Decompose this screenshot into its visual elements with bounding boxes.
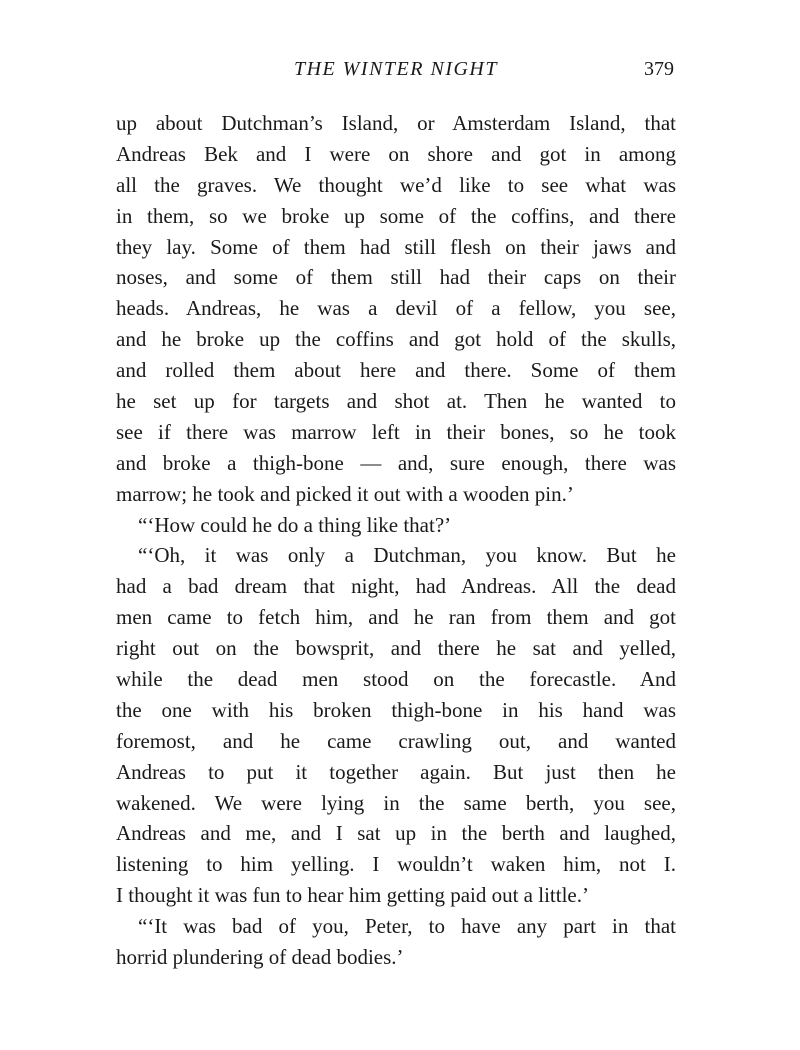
text-line: while the dead men stood on the forecastle. And [116, 667, 676, 692]
text-line: right out on the bowsprit, and there he sat and yelled, [116, 636, 676, 661]
text-line: Andreas Bek and I were on shore and got in among [116, 141, 676, 166]
text-line: wakened. We were lying in the same berth, you see, [116, 790, 676, 815]
text-line: Andreas and me, and I sat up in the berth and laughed, [116, 821, 676, 846]
text-line: see if there was marrow left in their bones, so he took [116, 419, 676, 444]
text-line: marrow; he took and picked it out with a wooden pin.’ [116, 481, 574, 506]
text-line: men came to fetch him, and he ran from them and got [116, 605, 676, 630]
text-line: horrid plundering of dead bodies.’ [116, 945, 404, 970]
text-line: “‘It was bad of you, Peter, to have any part in that [138, 914, 676, 939]
text-line: in them, so we broke up some of the coffins, and there [116, 203, 676, 228]
text-line: he set up for targets and shot at. Then he wanted to [116, 389, 676, 414]
text-line: and broke a thigh-bone — and, sure enough, there was [116, 450, 676, 475]
page-header [116, 58, 676, 88]
text-line: they lay. Some of them had still flesh on their jaws and [116, 234, 676, 259]
text-line: all the graves. We thought we’d like to see what was [116, 172, 676, 197]
text-line: the one with his broken thigh-bone in his hand was [116, 697, 676, 722]
text-line: “‘How could he do a thing like that?’ [138, 512, 452, 537]
page-number: 379 [644, 58, 674, 80]
text-line: listening to him yelling. I wouldn’t waken him, not I. [116, 852, 676, 877]
text-line: noses, and some of them still had their caps on their [116, 265, 676, 290]
text-line: had a bad dream that night, had Andreas. All the dead [116, 574, 676, 599]
text-line: “‘Oh, it was only a Dutchman, you know. But he [138, 543, 676, 568]
text-line: and he broke up the coffins and got hold of the skulls, [116, 327, 676, 352]
text-line: foremost, and he came crawling out, and wanted [116, 728, 676, 753]
text-line: Andreas to put it together again. But just then he [116, 759, 676, 784]
text-line: up about Dutchman’s Island, or Amsterdam Island, that [116, 111, 676, 135]
text-line: and rolled them about here and there. Some of them [116, 358, 676, 383]
running-title: THE WINTER NIGHT [293, 58, 498, 80]
body-text [116, 108, 676, 973]
text-line: I thought it was fun to hear him getting paid out a little.’ [116, 883, 589, 908]
text-line: heads. Andreas, he was a devil of a fellow, you see, [116, 296, 676, 321]
